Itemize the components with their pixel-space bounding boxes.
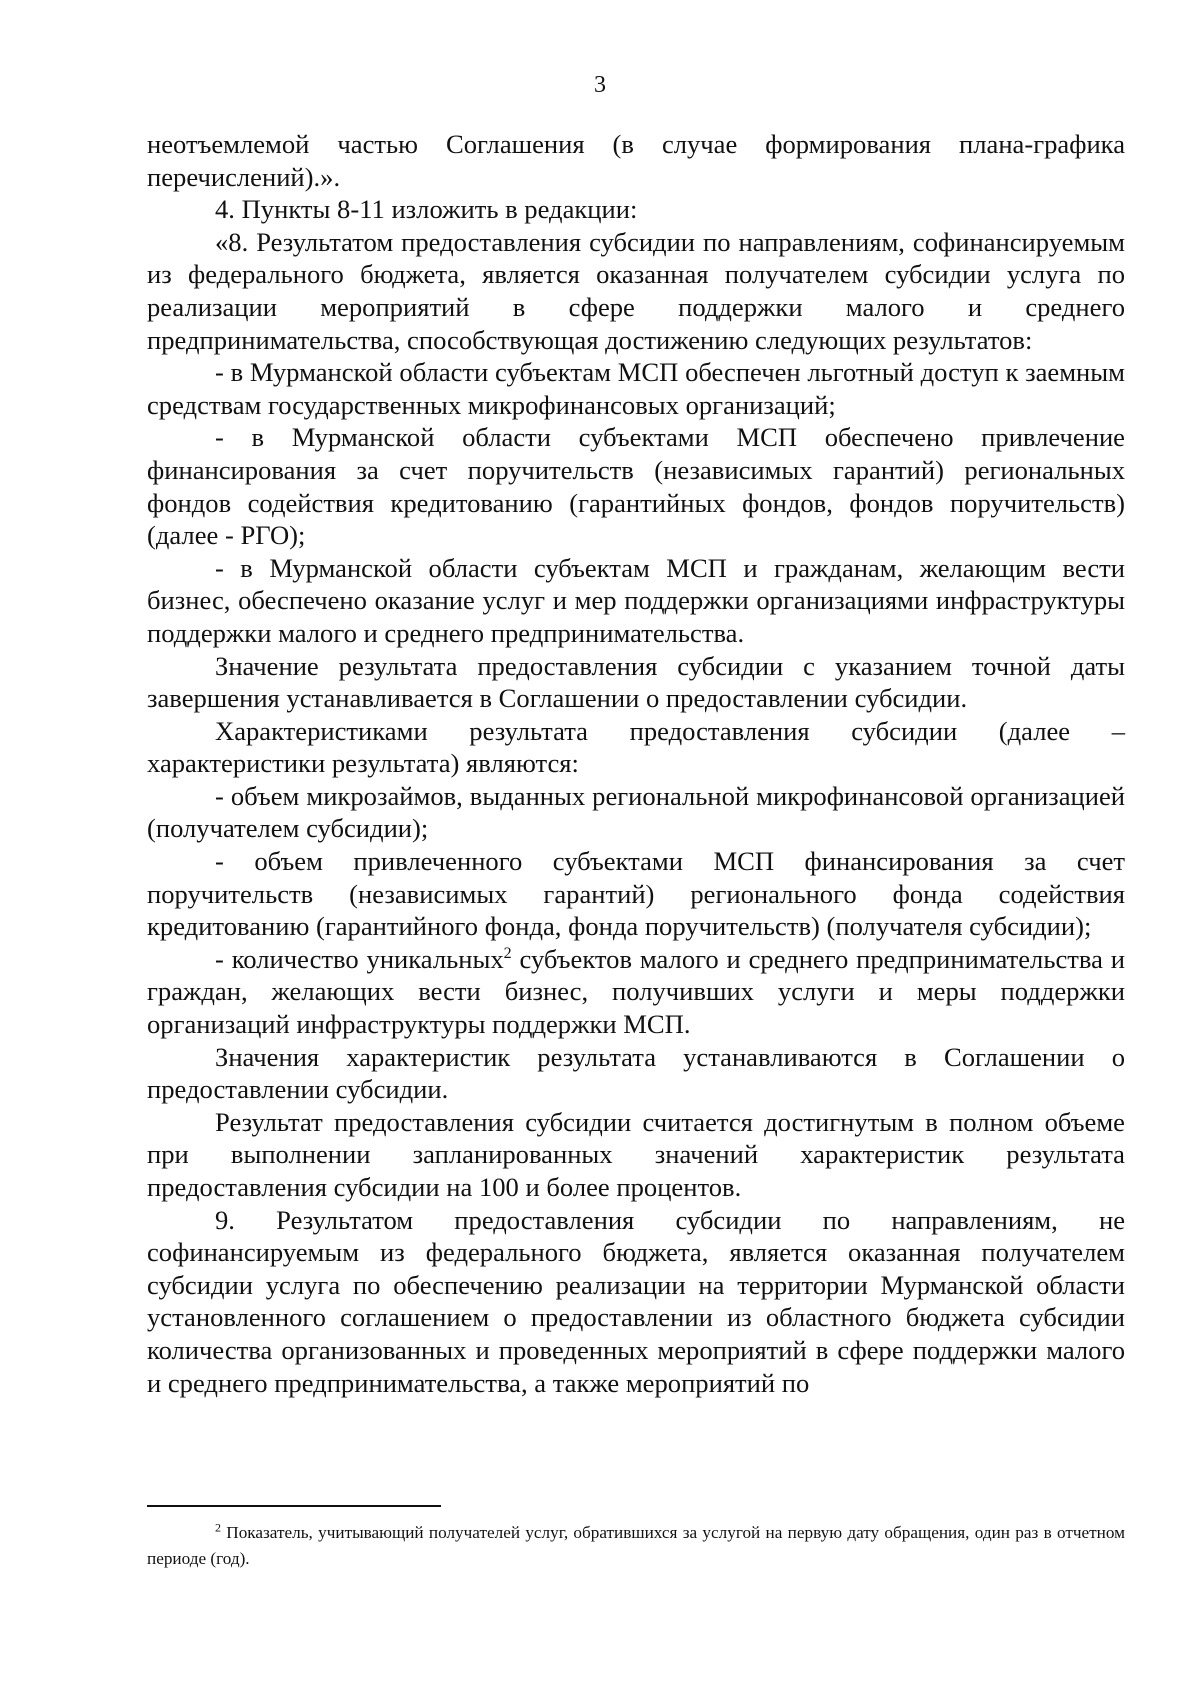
paragraph: Значение результата предоставления субсидии с указанием точной даты завершения устанавливается в Соглашении о предоставлении субсидии.: [147, 650, 1125, 714]
footnote-separator: [147, 1505, 441, 1507]
paragraph: - объем привлеченного субъектами МСП финансирования за счет поручительств (независимых гарантий) регионального фонда содействия кредитованию (гарантийного фонда, фонда поручительств) (получателя субсидии);: [147, 846, 1125, 942]
paragraph: - объем микрозаймов, выданных региональной микрофинансовой организацией (получателем субсидии);: [147, 780, 1125, 844]
paragraph: - в Мурманской области субъектам МСП и гражданам, желающим вести бизнес, обеспечено оказание услуг и мер поддержки организациями инфраструктуры поддержки малого и среднего предпринимательства.: [147, 552, 1125, 648]
paragraph-with-footnote-ref: [147, 943, 1125, 1041]
footnote-marker: 2: [215, 1520, 221, 1535]
paragraph-text: субъектов малого и среднего предпринимательства и граждан, желающих вести бизнес, получивших услуги и меры поддержки организаций инфраструктуры поддержки МСП.: [147, 943, 1125, 1040]
document-body: [147, 128, 1125, 1399]
paragraph: Результат предоставления субсидии считается достигнутым в полном объеме при выполнении запланированных значений характеристик результата предоставления субсидии на 100 и более процентов.: [147, 1106, 1125, 1202]
footnote-text: Показатель, учитывающий получателей услуг, обратившихся за услугой на первую дату обращения, один раз в отчетном периоде (год).: [147, 1523, 1125, 1568]
paragraph: Значения характеристик результата устанавливаются в Соглашении о предоставлении субсидии.: [147, 1041, 1125, 1105]
footnote-reference: 2: [503, 944, 512, 962]
paragraph: 9. Результатом предоставления субсидии по направлениям, не софинансируемым из федерального бюджета, является оказанная получателем субсидии услуга по обеспечению реализации на территории Мурманской области установленного соглашением о предоставлении из областного бюджета субсидии количества организованных и проведенных мероприятий в сфере поддержки малого и среднего предпринимательства, а также мероприятий по: [147, 1204, 1125, 1398]
footnote: [147, 1520, 1125, 1572]
paragraph: - в Мурманской области субъектами МСП обеспечено привлечение финансирования за счет поручительств (независимых гарантий) региональных фондов содействия кредитованию (гарантийных фондов, фондов поручительств) (далее - РГО);: [147, 422, 1125, 551]
paragraph: Характеристиками результата предоставления субсидии (далее – характеристики результата) являются:: [147, 715, 1125, 779]
paragraph: неотъемлемой частью Соглашения (в случае формирования плана-графика перечислений).».: [147, 129, 1125, 192]
page-number: 3: [594, 72, 606, 98]
paragraph-text: - количество уникальных: [215, 943, 504, 974]
paragraph: 4. Пункты 8-11 изложить в редакции:: [215, 194, 638, 225]
paragraph: «8. Результатом предоставления субсидии по направлениям, софинансируемым из федерального бюджета, является оказанная получателем субсидии услуга по реализации мероприятий в сфере поддержки малого и среднего предпринимательства, способствующая достижению следующих результатов:: [147, 226, 1125, 355]
paragraph: - в Мурманской области субъектам МСП обеспечен льготный доступ к заемным средствам государственных микрофинансовых организаций;: [147, 357, 1125, 420]
